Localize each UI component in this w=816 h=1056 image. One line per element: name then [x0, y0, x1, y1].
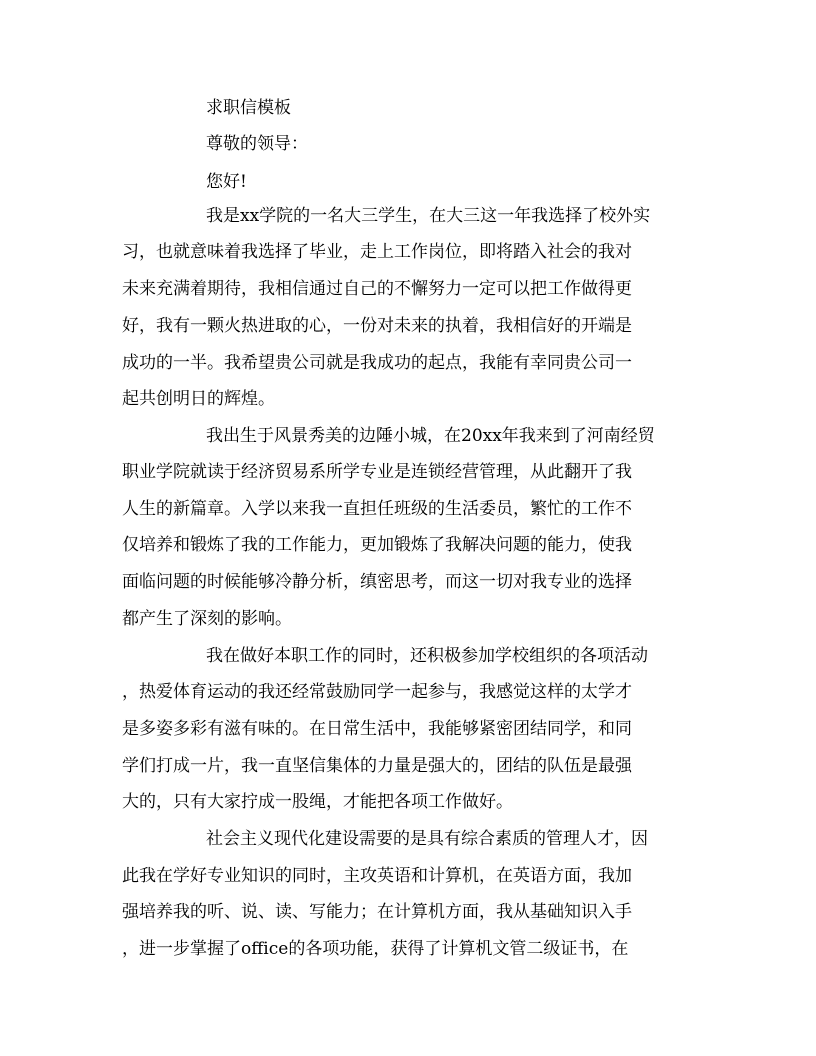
paragraph-line: 起共创明日的辉煌。 [122, 389, 275, 409]
document-title: 求职信模板 [206, 98, 291, 118]
paragraph-line: ，进一步掌握了office的各项功能，获得了计算机文管二级证书，在 [122, 939, 629, 959]
paragraph-line: 社会主义现代化建设需要的是具有综合素质的管理人才，因 [206, 829, 648, 849]
paragraph-line: 学们打成一片，我一直坚信集体的力量是强大的，团结的队伍是最强 [122, 756, 632, 776]
paragraph-line: ，热爱体育运动的我还经常鼓励同学一起参与，我感觉这样的太学才 [122, 682, 632, 702]
greeting: 您好! [206, 172, 247, 192]
salutation: 尊敬的领导： [206, 134, 308, 154]
paragraph-line: 我出生于风景秀美的边陲小城，在20xx年我来到了河南经贸 [206, 426, 655, 446]
paragraph-line: 成功的一半。我希望贵公司就是我成功的起点，我能有幸同贵公司一 [122, 353, 632, 373]
paragraph-line: 此我在学好专业知识的同时，主攻英语和计算机，在英语方面，我加 [122, 866, 632, 886]
paragraph-line: 职业学院就读于经济贸易系所学专业是连锁经营管理，从此翻开了我 [122, 462, 632, 482]
paragraph-line: 人生的新篇章。入学以来我一直担任班级的生活委员，繁忙的工作不 [122, 499, 632, 519]
paragraph-line: 我是xx学院的一名大三学生，在大三这一年我选择了校外实 [206, 206, 651, 226]
paragraph-line: 仅培养和锻炼了我的工作能力，更加锻炼了我解决问题的能力，使我 [122, 535, 632, 555]
paragraph-line: 好，我有一颗火热进取的心，一份对未来的执着，我相信好的开端是 [122, 316, 632, 336]
paragraph-line: 我在做好本职工作的同时，还积极参加学校组织的各项活动 [206, 646, 648, 666]
paragraph-line: 强培养我的听、说、读、写能力；在计算机方面，我从基础知识入手 [122, 902, 632, 922]
paragraph-line: 大的，只有大家拧成一股绳，才能把各项工作做好。 [122, 792, 513, 812]
paragraph-line: 习，也就意味着我选择了毕业，走上工作岗位，即将踏入社会的我对 [122, 242, 632, 262]
paragraph-line: 未来充满着期待，我相信通过自己的不懈努力一定可以把工作做得更 [122, 279, 632, 299]
paragraph-line: 都产生了深刻的影响。 [122, 609, 292, 629]
paragraph-line: 面临问题的时候能够冷静分析，缜密思考，而这一切对我专业的选择 [122, 572, 632, 592]
paragraph-line: 是多姿多彩有滋有味的。在日常生活中，我能够紧密团结同学，和同 [122, 719, 632, 739]
